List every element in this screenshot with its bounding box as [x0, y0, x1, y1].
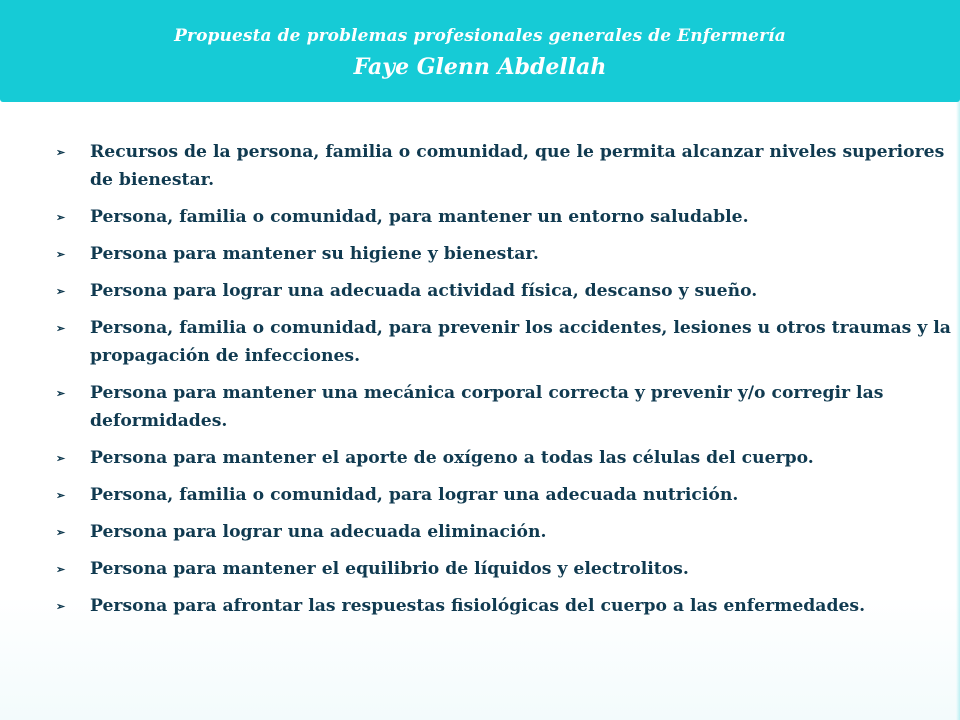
- arrowhead-bullet-icon: ➢: [56, 452, 66, 465]
- list-item-text: Persona para lograr una adecuada actividad física, descanso y sueño.: [90, 281, 758, 301]
- list-item: [56, 314, 956, 370]
- arrowhead-bullet-icon: ➢: [56, 322, 66, 335]
- arrowhead-bullet-icon: ➢: [56, 248, 66, 261]
- list-item-text: Recursos de la persona, familia o comunidad, que le permita alcanzar niveles superiores de bienestar.: [90, 142, 945, 190]
- list-item: [56, 518, 956, 546]
- list-item-text: Persona para mantener una mecánica corporal correcta y prevenir y/o corregir las deformidades.: [90, 383, 884, 431]
- slide-edge-shadow: [956, 90, 960, 720]
- header-banner: [0, 0, 960, 102]
- arrowhead-bullet-icon: ➢: [56, 211, 66, 224]
- list-item: [56, 203, 956, 231]
- list-item-text: Persona, familia o comunidad, para mantener un entorno saludable.: [90, 207, 749, 227]
- arrowhead-bullet-icon: ➢: [56, 600, 66, 613]
- header-title: Faye Glenn Abdellah: [353, 54, 607, 80]
- arrowhead-bullet-icon: ➢: [56, 563, 66, 576]
- arrowhead-bullet-icon: ➢: [56, 146, 66, 159]
- list-item-text: Persona para mantener el aporte de oxígeno a todas las células del cuerpo.: [90, 448, 814, 468]
- list-item: [56, 592, 956, 620]
- header-subtitle: Propuesta de problemas profesionales generales de Enfermería: [174, 26, 786, 46]
- arrowhead-bullet-icon: ➢: [56, 489, 66, 502]
- list-item-text: Persona para mantener el equilibrio de líquidos y electrolitos.: [90, 559, 689, 579]
- list-item-text: Persona, familia o comunidad, para lograr una adecuada nutrición.: [90, 485, 739, 505]
- arrowhead-bullet-icon: ➢: [56, 285, 66, 298]
- list-item: [56, 481, 956, 509]
- arrowhead-bullet-icon: ➢: [56, 526, 66, 539]
- list-item-text: Persona para lograr una adecuada eliminación.: [90, 522, 547, 542]
- list-item: [56, 277, 956, 305]
- list-item: [56, 379, 956, 435]
- list-item-text: Persona para afrontar las respuestas fisiológicas del cuerpo a las enfermedades.: [90, 596, 866, 616]
- list-item: [56, 555, 956, 583]
- list-item: [56, 138, 956, 194]
- list-item-text: Persona para mantener su higiene y bienestar.: [90, 244, 539, 264]
- arrowhead-bullet-icon: ➢: [56, 387, 66, 400]
- list-item: [56, 444, 956, 472]
- bullet-list: [56, 138, 956, 629]
- list-item-text: Persona, familia o comunidad, para prevenir los accidentes, lesiones u otros traumas y la propagación de infecciones.: [90, 318, 951, 366]
- list-item: [56, 240, 956, 268]
